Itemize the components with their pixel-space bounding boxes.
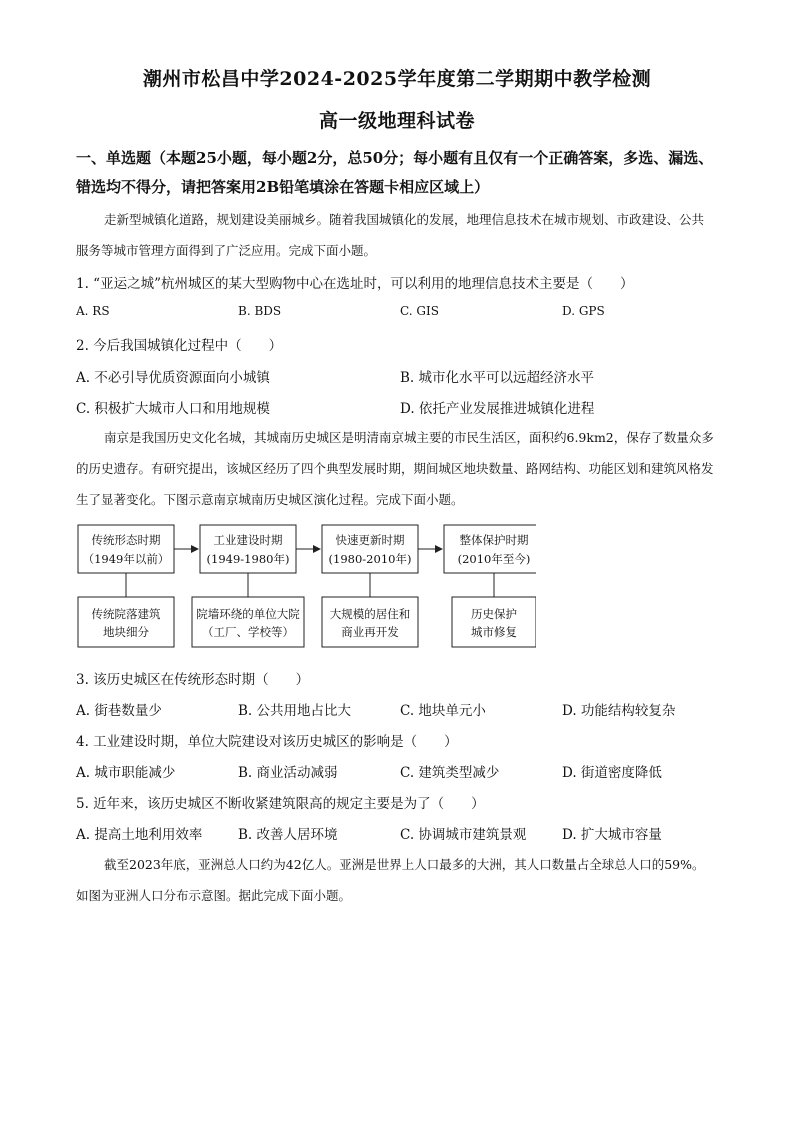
nanjing-evolution-diagram [76, 523, 536, 649]
feature-line2-4: 城市修复 [471, 625, 517, 639]
question-4-option-c: C. 建筑类型减少 [400, 765, 500, 781]
feature-box-industrial [192, 597, 304, 647]
period-name-3: 快速更新时期 [335, 533, 405, 547]
question-5-stem: 5. 近年来，该历史城区不断收紧建筑限高的规定主要是为了（ ） [76, 796, 485, 812]
question-2-option-a: A. 不必引导优质资源面向小城镇 [76, 370, 270, 386]
period-name-2: 工业建设时期 [213, 533, 283, 547]
question-2-stem: 2. 今后我国城镇化过程中（ ） [76, 338, 283, 354]
question-5-option-b: B. 改善人居环境 [238, 827, 338, 843]
question-1-stem: 1. “亚运之城”杭州城区的某大型购物中心在选址时，可以利用的地理信息技术主要是（ ） [76, 276, 634, 292]
question-3-option-c: C. 地块单元小 [400, 703, 486, 719]
question-1-option-a: A. RS [76, 304, 110, 318]
question-5-option-d: D. 扩大城市容量 [562, 827, 662, 843]
question-1-option-b: B. BDS [238, 304, 282, 318]
feature-line1-2: 院墙环绕的单位大院 [196, 607, 300, 621]
feature-box-rapid-renewal [322, 597, 418, 647]
question-5-option-c: C. 协调城市建筑景观 [400, 827, 527, 843]
question-2-option-b: B. 城市化水平可以远超经济水平 [400, 370, 595, 386]
question-4-stem: 4. 工业建设时期，单位大院建设对该历史城区的影响是（ ） [76, 734, 458, 750]
question-5-option-a: A. 提高土地利用效率 [76, 827, 203, 843]
period-years-1: （1949年以前） [82, 552, 170, 566]
question-2-option-c: C. 积极扩大城市人口和用地规模 [76, 401, 270, 417]
feature-line2-1: 地块细分 [103, 625, 149, 639]
question-3-option-a: A. 街巷数量少 [76, 703, 162, 719]
passage-urbanization: 走新型城镇化道路，规划建设美丽城乡。随着我国城镇化的发展，地理信息技术在城市规划、市政建设、公共服务等城市管理方面得到了广泛应用。完成下面小题。 [76, 212, 705, 258]
period-years-3: (1980-2010年) [328, 552, 412, 566]
feature-line1-3: 大规模的居住和 [329, 607, 411, 621]
period-years-4: (2010年至今) [457, 552, 531, 566]
feature-box-overall-protection [452, 597, 536, 647]
feature-line2-2: （工厂、学校等） [202, 625, 294, 639]
question-1-option-d: D. GPS [562, 304, 605, 318]
feature-line2-3: 商业再开发 [341, 625, 399, 639]
question-3-option-b: B. 公共用地占比大 [238, 703, 352, 719]
question-3-stem: 3. 该历史城区在传统形态时期（ ） [76, 672, 310, 688]
period-years-2: (1949-1980年) [206, 552, 290, 566]
question-3-option-d: D. 功能结构较复杂 [562, 703, 676, 719]
question-4-option-a: A. 城市职能减少 [76, 765, 176, 781]
question-4-option-d: D. 街道密度降低 [562, 765, 662, 781]
passage-asia-population: 截至2023年底，亚洲总人口约为42亿人。亚洲是世界上人口最多的大洲，其人口数量占全球总人口的59%。如图为亚洲人口分布示意图。据此完成下面小题。 [76, 857, 705, 903]
exam-subtitle: 高一级地理科试卷 [318, 110, 475, 132]
feature-line1-1: 传统院落建筑 [91, 607, 161, 621]
question-1-option-c: C. GIS [400, 304, 439, 318]
exam-title: 潮州市松昌中学2024-2025学年度第二学期期中教学检测 [142, 68, 652, 90]
section-heading: 一、单选题（本题25小题，每小题2分，总50分；每小题有且仅有一个正确答案，多选、漏选、错选均不得分，请把答案用2B铅笔填涂在答题卡相应区域上） [76, 149, 714, 196]
question-2-option-d: D. 依托产业发展推进城镇化进程 [400, 401, 595, 417]
feature-box-traditional [78, 597, 174, 647]
passage-nanjing: 南京是我国历史文化名城，其城南历史城区是明清南京城主要的市民生活区，面积约6.9km2，保存了数量众多的历史遗存。有研究提出，该城区经历了四个典型发展时期，期间城区地块数量、路网结构、功能区划和建筑风格发生了显著变化。下图示意南京城南历史城区演化过程。完成下面小题。 [76, 430, 714, 507]
period-name-1: 传统形态时期 [91, 533, 161, 547]
question-4-option-b: B. 商业活动减弱 [238, 765, 338, 781]
period-name-4: 整体保护时期 [459, 533, 529, 547]
feature-line1-4: 历史保护 [471, 607, 517, 621]
